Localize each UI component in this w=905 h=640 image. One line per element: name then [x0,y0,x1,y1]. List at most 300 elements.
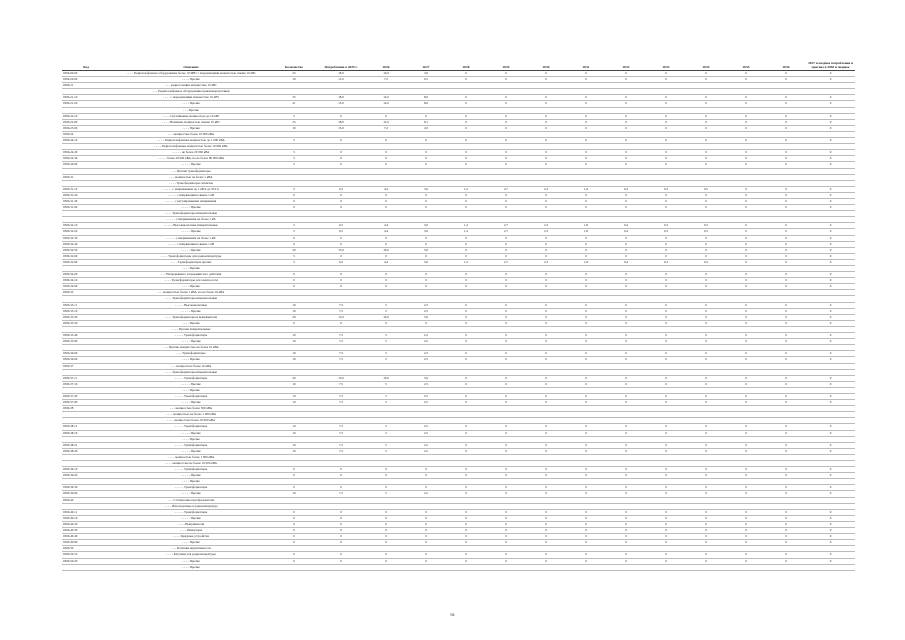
value-cell: 0 [526,77,566,83]
value-cell: 18,0 [316,119,366,125]
code-cell: 0306.32.10 [62,223,110,229]
description-cell: - - - - - Высоковольтные [110,302,272,308]
description-cell: - - - - - Трансформаторы [110,393,272,399]
value-cell: 0 [766,119,806,125]
value-cell: 0 [766,253,806,259]
value-cell: 0 [446,448,486,454]
value-cell: 0 [806,534,855,540]
value-cell: 0 [486,198,526,204]
code-cell: 0306.23.00 [62,125,110,131]
code-cell: 0306.24.10 [62,138,110,144]
value-cell: 0 [316,284,366,290]
value-cell: 0 [446,430,486,436]
value-cell: 0 [726,192,766,198]
description-cell: - - - - Прочие [110,564,272,570]
value-cell: 0 [272,528,316,534]
value-cell: 0,3 [646,229,686,235]
value-cell: 5 [366,393,406,399]
value-cell: 0 [486,314,526,320]
value-cell: 5 [366,339,406,345]
value-cell: 5 [366,351,406,357]
value-cell: 0 [646,424,686,430]
value-cell: 0 [726,138,766,144]
value-cell: 0 [446,113,486,119]
value-cell: 0 [606,515,646,521]
value-cell: 0 [406,515,446,521]
value-cell: 7,5 [316,333,366,339]
value-cell: 0 [646,448,686,454]
description-cell: - - - - - Трансформаторы [110,333,272,339]
value-cell: 0 [486,205,526,211]
value-cell: 0 [646,113,686,119]
value-cell: 10 [272,381,316,387]
value-cell: 0 [806,509,855,515]
code-cell: 0306.35 [62,290,110,296]
value-cell: 0 [486,424,526,430]
description-cell: - - - - Прочие [110,284,272,290]
value-cell: 0 [606,491,646,497]
description-cell: - - - - Трансформаторы измерительные [110,369,272,375]
value-cell: 0 [486,247,526,253]
value-cell: 3,0 [406,223,446,229]
value-cell: 0 [526,485,566,491]
value-cell: 0 [446,205,486,211]
value-cell: 0 [606,473,646,479]
value-cell: 0 [726,247,766,253]
value-cell: 0 [606,77,646,83]
value-cell: 0 [272,540,316,546]
value-cell [316,564,366,570]
value-cell: 0 [686,485,726,491]
value-cell: 0 [726,95,766,101]
value-cell: 0 [272,205,316,211]
value-cell: 0 [566,534,606,540]
value-cell: 0 [566,448,606,454]
value-cell: 8,0 [406,101,446,107]
value-cell: 0 [646,339,686,345]
value-cell: 0 [606,247,646,253]
value-cell: 0 [486,101,526,107]
value-cell: 5 [272,162,316,168]
value-cell: 0 [806,357,855,363]
description-cell: - - - - Трансформаторы измерительные [110,211,272,217]
value-cell: 0 [646,375,686,381]
value-cell: 5 [366,357,406,363]
value-cell: 2,3 [526,223,566,229]
description-cell: - - - - Прочие [110,320,272,326]
value-cell: 0 [446,400,486,406]
description-cell: - - - - - Прочие [110,339,272,345]
value-cell: 0 [366,509,406,515]
value-cell: 0 [526,308,566,314]
value-cell: 0 [726,119,766,125]
value-cell: 4,4 [366,186,406,192]
value-cell: 0 [646,400,686,406]
value-cell: 0 [686,247,726,253]
value-cell: 0 [766,448,806,454]
description-cell: - - - - Прочие [110,387,272,393]
value-cell: 0 [646,156,686,162]
value-cell: 0 [446,235,486,241]
value-cell: 0 [526,101,566,107]
value-cell: 0 [366,253,406,259]
description-cell: - - - Прочие трансформаторы [110,168,272,174]
value-cell: 0 [566,138,606,144]
value-cell: 7,5 [316,381,366,387]
document-table-area [62,56,853,571]
value-cell: 0 [606,198,646,204]
value-cell: 5 [366,308,406,314]
value-cell: 0 [406,156,446,162]
value-cell: 0 [486,521,526,527]
value-cell: 0 [646,241,686,247]
value-cell: 2,7 [486,186,526,192]
value-cell: 0 [272,235,316,241]
value-cell: 10 [272,430,316,436]
value-cell: 0 [726,430,766,436]
value-cell: 0 [726,229,766,235]
value-cell: 0 [606,278,646,284]
value-cell: 0 [686,278,726,284]
description-cell: - - - Прочие [110,107,272,113]
value-cell: 0 [446,381,486,387]
column-header: 2028 [446,56,486,71]
description-cell: - - - - - Прочие [110,205,272,211]
value-cell: 0 [766,259,806,265]
value-cell: 0 [446,119,486,125]
value-cell: 0 [686,473,726,479]
value-cell: 6,5 [316,223,366,229]
value-cell: 0 [766,430,806,436]
description-cell: - - - - - с напряжением до 1 кВ и до 50 Гц [110,186,272,192]
code-cell: 0306.21 [62,83,110,89]
value-cell: 0 [806,198,855,204]
value-cell: 5 [272,150,316,156]
description-cell: - - - - - с напряжением не более 1 кВ [110,235,272,241]
value-cell: 10 [272,357,316,363]
value-cell: 0 [566,241,606,247]
value-cell: 0 [726,473,766,479]
value-cell: 11,0 [316,77,366,83]
value-cell: 0 [486,339,526,345]
value-cell: 0 [766,540,806,546]
value-cell: 0 [766,528,806,534]
value-cell: 0,5 [686,229,726,235]
description-cell: - - - Прочие мощностью не более 16 кВА [110,345,272,351]
value-cell: 2,5 [406,302,446,308]
value-cell: 0 [726,442,766,448]
value-cell: 0 [726,272,766,278]
value-cell: 0 [272,515,316,521]
value-cell: 0 [766,278,806,284]
value-cell: 10 [272,448,316,454]
value-cell: 0 [806,320,855,326]
code-cell: 0306.34.90 [62,284,110,290]
value-cell: 10,0 [366,71,406,77]
table-header [62,56,855,71]
value-cell: 0 [726,253,766,259]
value-cell: 2,5 [406,357,446,363]
value-cell: 0 [406,205,446,211]
value-cell: 0 [646,302,686,308]
value-cell: 0 [486,308,526,314]
value-cell: 0 [646,308,686,314]
description-cell: - - - - мощностью не более 10 000 кВА [110,461,272,467]
value-cell: 0 [406,113,446,119]
description-cell: - - - - - Прочие [110,448,272,454]
value-cell [272,564,316,570]
value-cell: 0 [486,400,526,406]
value-cell: 0 [646,357,686,363]
value-cell: 0 [606,320,646,326]
value-cell: 1,8 [566,186,606,192]
value-cell: 0 [366,467,406,473]
value-cell: 0 [316,558,366,564]
value-cell: 0 [646,138,686,144]
value-cell: 0 [446,467,486,473]
value-cell: 0 [806,528,855,534]
value-cell: 0 [526,521,566,527]
value-cell: 0 [726,314,766,320]
value-cell: 0 [646,205,686,211]
description-cell: - - - - - Прочие [110,491,272,497]
code-cell: 0306.37.19 [62,381,110,387]
value-cell: 0 [406,521,446,527]
value-cell: 0 [366,198,406,204]
value-cell: 0 [686,320,726,326]
code-cell: 0306.38 [62,406,110,412]
code-cell: 0306.35.11 [62,302,110,308]
value-cell: 0 [526,381,566,387]
description-cell: - - - - - Прочие [110,473,272,479]
header-row [62,56,855,71]
value-cell: 0 [526,235,566,241]
column-header: 2029 [486,56,526,71]
value-cell: 0 [606,333,646,339]
value-cell: 0 [686,351,726,357]
value-cell: 0 [726,284,766,290]
value-cell: 0 [526,198,566,204]
value-cell: 0 [406,320,446,326]
value-cell: 0 [606,381,646,387]
value-cell: 0 [446,77,486,83]
description-cell: - - - - - Прочие [110,229,272,235]
value-cell: 0 [686,235,726,241]
value-cell: 0 [726,515,766,521]
description-cell: - - - - Выпрямители [110,521,272,527]
description-cell: - - - - - Трансформаторы [110,509,272,515]
description-cell: - - - - - Трансформаторы [110,467,272,473]
value-cell: 0 [806,351,855,357]
value-cell: 15,0 [316,101,366,107]
value-cell: 0 [646,491,686,497]
value-cell: 0 [726,320,766,326]
value-cell: 0 [806,424,855,430]
value-cell: 0 [646,333,686,339]
value-cell: 0 [446,284,486,290]
value-cell: 0 [766,558,806,564]
value-cell: 0 [766,241,806,247]
value-cell: 0 [446,320,486,326]
value-cell: 0 [526,473,566,479]
value-cell: 12,0 [366,95,406,101]
value-cell: 6,5 [316,259,366,265]
value-cell: 0 [646,351,686,357]
value-cell: 0 [406,272,446,278]
value-cell: 0 [406,540,446,546]
value-cell: 0 [686,150,726,156]
value-cell: 0 [366,162,406,168]
value-cell: 0 [766,186,806,192]
code-cell: 0306.39.90 [62,491,110,497]
value-cell: 0 [486,534,526,540]
value-cell: 0 [272,558,316,564]
value-cell: 0 [646,247,686,253]
value-cell: 0 [446,272,486,278]
value-cell: 0 [316,509,366,515]
value-cell: 0 [446,125,486,131]
value-cell: 0 [566,302,606,308]
value-cell: 0 [446,308,486,314]
value-cell: 0 [606,71,646,77]
value-cell: 0 [446,521,486,527]
value-cell: 0 [806,247,855,253]
description-cell: - - - Радиотелефонное оборудование приемопередатчики [110,89,272,95]
code-cell: 0306.38.29 [62,448,110,454]
value-cell: 0 [606,467,646,473]
value-cell: 7,5 [316,400,366,406]
value-cell: 0 [766,150,806,156]
value-cell: 0 [766,320,806,326]
value-cell: 0 [316,467,366,473]
value-cell: 0 [526,515,566,521]
value-cell: 0 [726,528,766,534]
value-cell: 0 [766,473,806,479]
value-cell: 0 [806,375,855,381]
value-cell: 0 [486,119,526,125]
value-cell: 0 [606,205,646,211]
value-cell: 0 [526,509,566,515]
value-cell: 0 [646,77,686,83]
value-cell: 0 [316,515,366,521]
value-cell: 0 [406,162,446,168]
value-cell: 0 [686,101,726,107]
code-cell: 0306.24.90 [62,162,110,168]
value-cell: 0 [486,491,526,497]
value-cell: 0 [526,375,566,381]
value-cell: 0 [766,95,806,101]
value-cell: 0 [686,198,726,204]
value-cell: 2,5 [406,333,446,339]
value-cell: 0 [272,192,316,198]
value-cell: 0 [606,253,646,259]
value-cell: 3,0 [406,71,446,77]
value-cell: 0,4 [606,186,646,192]
value-cell: 0 [406,241,446,247]
value-cell: 25 [272,95,316,101]
value-cell: 0 [806,552,855,558]
value-cell: 0 [766,302,806,308]
value-cell: 0 [486,192,526,198]
value-cell: 7,5 [316,491,366,497]
value-cell: 5 [366,424,406,430]
value-cell: 0 [486,442,526,448]
value-cell: 0 [486,253,526,259]
value-cell: 0 [726,521,766,527]
value-cell: 0 [526,113,566,119]
code-cell: 0306.40.30 [62,528,110,534]
value-cell: 0 [406,284,446,290]
value-cell: 0 [766,351,806,357]
description-cell: - - - мощностью более 16 кВА [110,363,272,369]
value-cell: 0 [566,528,606,534]
value-cell: 0 [766,467,806,473]
value-cell: 0 [446,278,486,284]
value-cell: 1,2 [446,223,486,229]
value-cell: 0 [272,552,316,558]
description-cell: - - - - мощностью не более 1 000 кВА [110,412,272,418]
value-cell: 0 [686,333,726,339]
value-cell: 0 [686,357,726,363]
value-cell: 6,5 [316,186,366,192]
value-cell: 0 [446,71,486,77]
value-cell: 0 [316,534,366,540]
value-cell: 0 [446,473,486,479]
value-cell: 0 [316,272,366,278]
value-cell: 0 [486,302,526,308]
value-cell: 20 [272,375,316,381]
value-cell: 0 [806,150,855,156]
value-cell: 0 [526,534,566,540]
value-cell: 0 [726,540,766,546]
value-cell: 0 [726,424,766,430]
value-cell: 0 [566,509,606,515]
value-cell: 0 [526,333,566,339]
code-cell: 0306.40.20 [62,521,110,527]
code-cell: 0306.24.20 [62,150,110,156]
value-cell: 0 [726,156,766,162]
value-cell: 0 [766,198,806,204]
value-cell: 0 [526,71,566,77]
description-cell: - - - Катушки индуктивности [110,546,272,552]
value-cell: 0 [446,253,486,259]
description-cell: - - - - - Прочие [110,247,272,253]
value-cell: 0 [566,119,606,125]
column-header: Код [62,56,110,71]
value-cell: 0 [566,558,606,564]
code-cell: 0306.50.20 [62,558,110,564]
value-cell: 0 [486,138,526,144]
value-cell: 0 [486,162,526,168]
value-cell: 3,0 [406,186,446,192]
value-cell: 0 [726,150,766,156]
value-cell: 0,4 [606,223,646,229]
value-cell: 2,3 [526,229,566,235]
value-cell: 0 [486,320,526,326]
value-cell: 18,0 [316,95,366,101]
code-cell: 0306.22.90 [62,119,110,125]
value-cell: 0 [606,400,646,406]
value-cell: 0 [606,357,646,363]
value-cell: 0 [606,528,646,534]
value-cell: 0 [766,192,806,198]
value-cell: 0 [486,515,526,521]
value-cell: 0 [366,272,406,278]
value-cell: 0 [766,156,806,162]
code-cell: 0306.39.20 [62,473,110,479]
code-cell: 0306.32.50 [62,247,110,253]
value-cell: 2,5 [406,308,446,314]
